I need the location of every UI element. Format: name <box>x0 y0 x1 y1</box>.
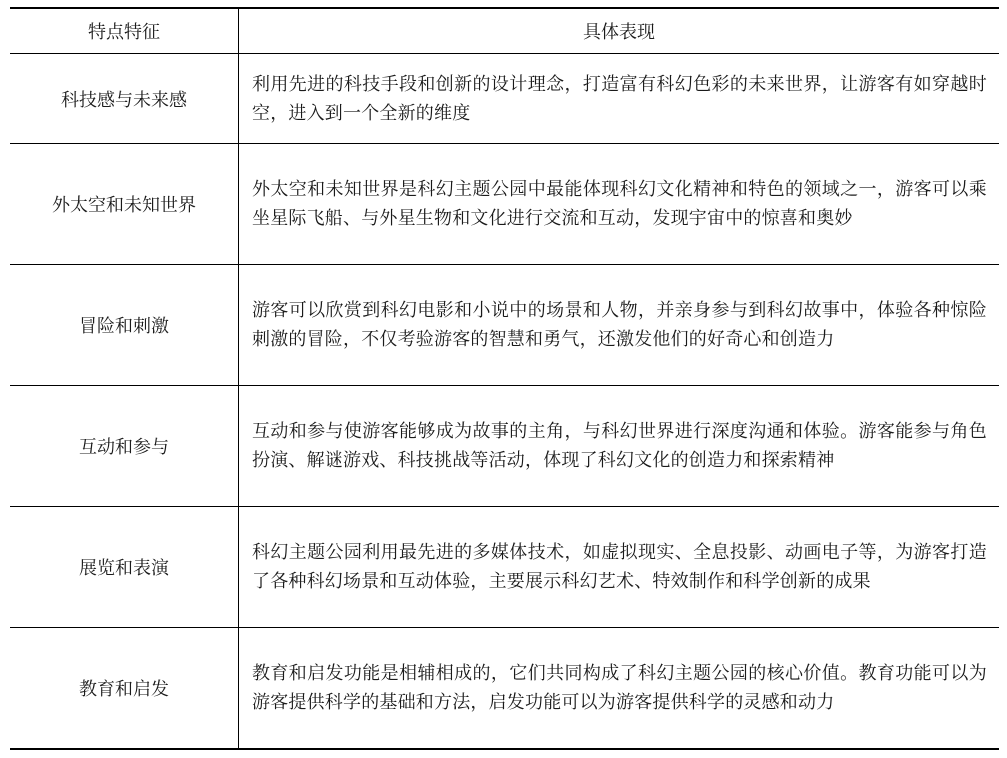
description-cell: 游客可以欣赏到科幻电影和小说中的场景和人物，并亲身参与到科幻故事中，体验各种惊险刺激的冒险，不仅考验游客的智慧和勇气，还激发他们的好奇心和创造力 <box>239 265 1000 386</box>
table-row <box>10 265 999 386</box>
table-row <box>10 507 999 628</box>
features-table <box>10 7 999 750</box>
description-cell: 教育和启发功能是相辅相成的，它们共同构成了科幻主题公园的核心价值。教育功能可以为游客提供科学的基础和方法，启发功能可以为游客提供科学的灵感和动力 <box>239 628 1000 750</box>
table-row <box>10 628 999 750</box>
header-row <box>10 8 999 54</box>
description-cell: 科幻主题公园利用最先进的多媒体技术，如虚拟现实、全息投影、动画电子等，为游客打造了各种科幻场景和互动体验，主要展示科幻艺术、特效制作和科学创新的成果 <box>239 507 1000 628</box>
table-row <box>10 144 999 265</box>
feature-cell: 冒险和刺激 <box>10 265 239 386</box>
description-cell: 利用先进的科技手段和创新的设计理念，打造富有科幻色彩的未来世界，让游客有如穿越时空，进入到一个全新的维度 <box>239 54 1000 144</box>
header-feature: 特点特征 <box>10 8 239 54</box>
table-row <box>10 54 999 144</box>
features-table-container <box>10 7 999 750</box>
feature-cell: 展览和表演 <box>10 507 239 628</box>
feature-cell: 互动和参与 <box>10 386 239 507</box>
table-row <box>10 386 999 507</box>
feature-cell: 外太空和未知世界 <box>10 144 239 265</box>
header-description: 具体表现 <box>239 8 1000 54</box>
description-cell: 外太空和未知世界是科幻主题公园中最能体现科幻文化精神和特色的领域之一，游客可以乘坐星际飞船、与外星生物和文化进行交流和互动，发现宇宙中的惊喜和奥妙 <box>239 144 1000 265</box>
table-body <box>10 54 999 750</box>
feature-cell: 科技感与未来感 <box>10 54 239 144</box>
table-header <box>10 8 999 54</box>
description-cell: 互动和参与使游客能够成为故事的主角，与科幻世界进行深度沟通和体验。游客能参与角色扮演、解谜游戏、科技挑战等活动，体现了科幻文化的创造力和探索精神 <box>239 386 1000 507</box>
feature-cell: 教育和启发 <box>10 628 239 750</box>
